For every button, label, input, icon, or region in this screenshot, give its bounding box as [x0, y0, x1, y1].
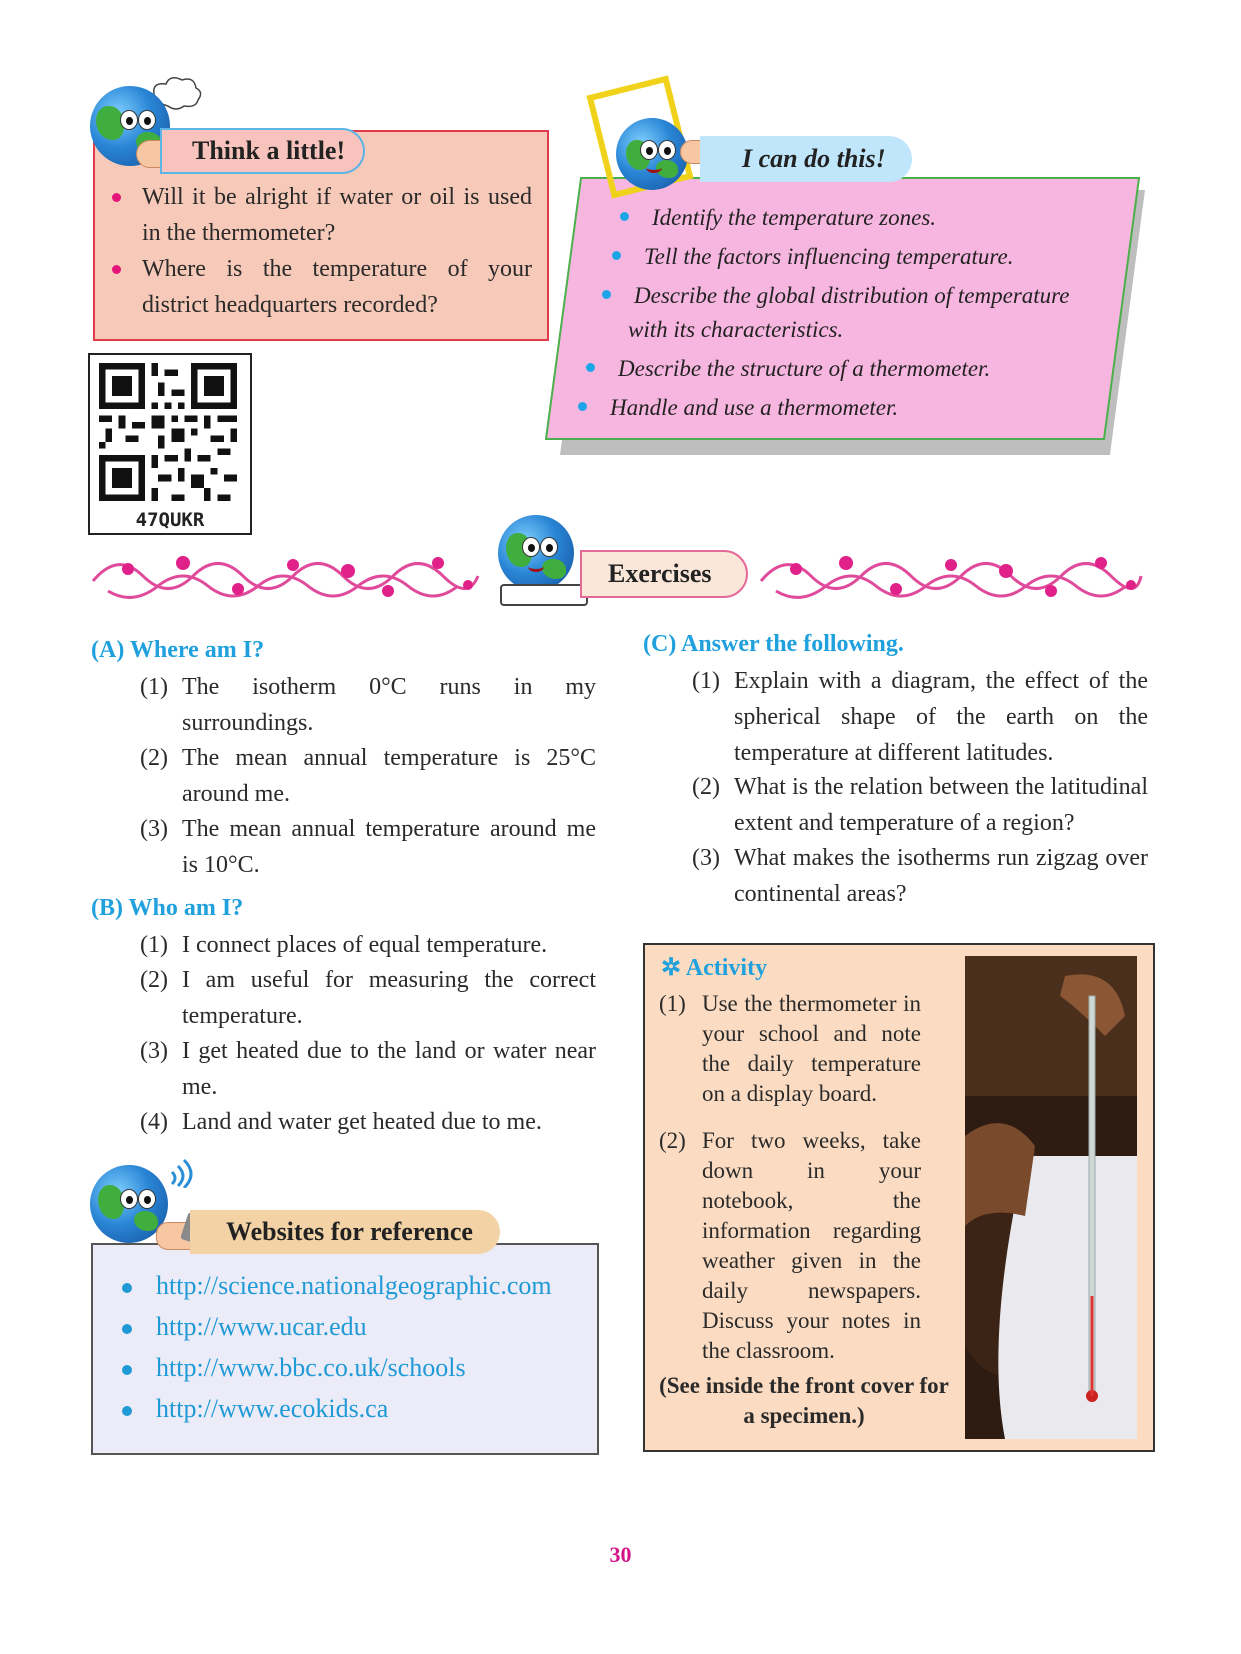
- section-b-heading: (B) Who am I?: [91, 895, 244, 921]
- can-do-item-continued: with its characteristics.: [628, 317, 844, 342]
- exercise-item: (2) What is the relation between the latitudinal extent and temperature of a region?: [692, 774, 1148, 836]
- can-do-item: Identify the temperature zones.: [620, 201, 936, 234]
- qr-code-label: 47QUKR: [135, 509, 205, 531]
- can-do-title: I can do this!: [700, 136, 912, 182]
- activity-note: (See inside the front cover for a specimen.): [659, 1373, 949, 1428]
- activity-heading: ✲ Activity: [661, 955, 768, 981]
- qr-code-icon: [99, 363, 237, 501]
- open-book-icon: [500, 584, 588, 606]
- activity-item: (2) For two weeks, take down in your notebook, the information regarding weather given in the daily newspapers. Discuss your notes in the classroom.: [659, 1128, 921, 1363]
- globe-mascot-frame-icon: [616, 118, 688, 190]
- can-do-item: Describe the structure of a thermometer.: [586, 352, 990, 385]
- exercises-title: Exercises: [580, 550, 748, 598]
- globe-mascot-reading-icon: [498, 515, 574, 591]
- exercise-item: (3) The mean annual temperature around me is 10°C.: [140, 816, 596, 878]
- website-link[interactable]: http://www.ucar.edu: [122, 1312, 367, 1342]
- website-link[interactable]: http://www.bbc.co.uk/schools: [122, 1353, 466, 1383]
- website-link[interactable]: http://www.ecokids.ca: [122, 1394, 388, 1424]
- exercise-item: (1) The isotherm 0°C runs in my surroundings.: [140, 674, 596, 736]
- exercise-item: (3) What makes the isotherms run zigzag over continental areas?: [692, 845, 1148, 907]
- websites-title: Websites for reference: [190, 1210, 500, 1254]
- exercise-item: (2) The mean annual temperature is 25°C around me.: [140, 745, 596, 807]
- can-do-item: Tell the factors influencing temperature.: [612, 240, 1013, 273]
- section-a-heading: (A) Where am I?: [91, 637, 265, 663]
- website-link[interactable]: http://science.nationalgeographic.com: [122, 1271, 552, 1301]
- activity-box: [643, 943, 1155, 1452]
- exercise-item: (1) Explain with a diagram, the effect of the spherical shape of the earth on the temperature at different latitudes.: [692, 668, 1148, 766]
- activity-item: (1) Use the thermometer in your school and note the daily temperature on a display board.: [659, 991, 921, 1106]
- wifi-signal-icon: [168, 1158, 204, 1188]
- think-item: Will it be alright if water or oil is used in the thermometer?: [112, 179, 532, 251]
- exercise-item: (4) Land and water get heated due to me.: [140, 1109, 542, 1135]
- exercise-item: (1) I connect places of equal temperature.: [140, 932, 548, 958]
- can-do-item: Describe the global distribution of temperature: [602, 279, 1069, 312]
- qr-code-box: [88, 353, 252, 535]
- section-c-heading: (C) Answer the following.: [643, 631, 904, 657]
- thermometer-photo: [965, 956, 1137, 1439]
- think-a-little-title: Think a little!: [160, 128, 365, 174]
- decorative-flourish-right: [756, 541, 1146, 611]
- think-item: Where is the temperature of your district headquarters recorded?: [112, 251, 532, 323]
- decorative-flourish-left: [88, 541, 483, 611]
- exercise-item: (2) I am useful for measuring the correct temperature.: [140, 967, 596, 1029]
- can-do-item: Handle and use a thermometer.: [578, 391, 898, 424]
- exercise-item: (3) I get heated due to the land or water near me.: [140, 1038, 596, 1100]
- page-number: 30: [609, 1542, 632, 1567]
